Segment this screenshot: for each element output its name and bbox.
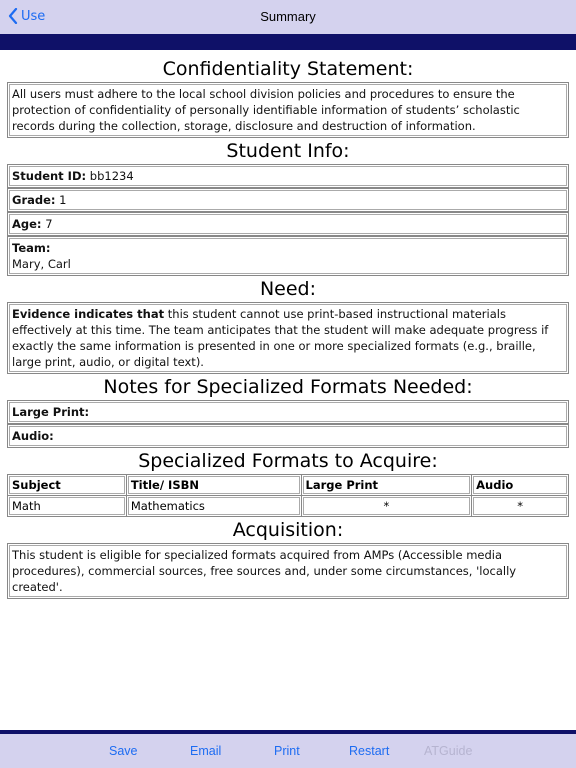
need-heading: Need: (259, 278, 317, 300)
col-large-print: Large Print (301, 475, 472, 496)
acquisition-heading: Acquisition: (232, 519, 344, 541)
bottom-toolbar (0, 730, 576, 768)
age-row (7, 212, 569, 236)
formats-heading: Specialized Formats to Acquire: (138, 450, 438, 472)
print-button[interactable]: Print (274, 744, 300, 758)
notes-large-print-row (7, 400, 569, 424)
confidentiality-heading: Confidentiality Statement: (162, 58, 414, 80)
team-label: Team: (12, 241, 51, 255)
grade-label: Grade: (12, 193, 56, 207)
notes-heading: Notes for Specialized Formats Needed: (103, 376, 473, 398)
back-label: Use (21, 8, 46, 24)
notes-large-print-label: Large Print: (12, 405, 90, 419)
student-info-heading: Student Info: (226, 140, 350, 162)
grade-row (7, 188, 569, 212)
confidentiality-text: All users must adhere to the local school division policies and procedures to ensure the protection of confidentiality of personally identifiable information of students’ scholastic records during the collection, storage, disclosure and destruction of information. (7, 82, 569, 138)
student-id-value: bb1234 (89, 169, 134, 183)
cell-title-isbn: Mathematics (126, 496, 301, 517)
age-label: Age: (12, 217, 42, 231)
cell-subject: Math (8, 496, 127, 517)
col-title-isbn: Title/ ISBN (126, 475, 301, 496)
cell-large-print: * (301, 496, 472, 517)
need-lead: Evidence indicates that (12, 307, 165, 321)
notes-audio-label: Audio: (12, 429, 54, 443)
need-text-box (7, 302, 569, 374)
header-divider (0, 34, 576, 50)
formats-header-row (8, 475, 569, 496)
cell-audio: * (472, 496, 569, 517)
toolbar-divider (0, 730, 576, 734)
team-value: Mary, Carl (12, 257, 71, 271)
age-value: 7 (45, 217, 53, 231)
notes-audio-row (7, 424, 569, 448)
save-button[interactable]: Save (109, 744, 138, 758)
team-row (7, 236, 569, 276)
atguide-button: ATGuide (424, 744, 473, 758)
need-text: this student cannot use print-based instructional materials effectively at this time. The team anticipates that the student will make adequate progress if exactly the same information is presented in one or more specialized formats (e.g., braille, large print, audio, or digital text). (12, 307, 549, 369)
formats-table (7, 474, 569, 517)
student-id-row (7, 164, 569, 188)
nav-bar (0, 0, 576, 34)
grade-value: 1 (59, 193, 67, 207)
page-title: Summary (260, 9, 316, 24)
email-button[interactable]: Email (190, 744, 222, 758)
acquisition-text: This student is eligible for specialized formats acquired from AMPs (Accessible media procedures), commercial sources, free sources and, under some circumstances, 'locally created'. (7, 543, 569, 599)
col-subject: Subject (8, 475, 127, 496)
summary-content (0, 50, 576, 599)
col-audio: Audio (472, 475, 569, 496)
restart-button[interactable]: Restart (349, 744, 390, 758)
table-row (8, 496, 569, 517)
student-id-label: Student ID: (12, 169, 87, 183)
